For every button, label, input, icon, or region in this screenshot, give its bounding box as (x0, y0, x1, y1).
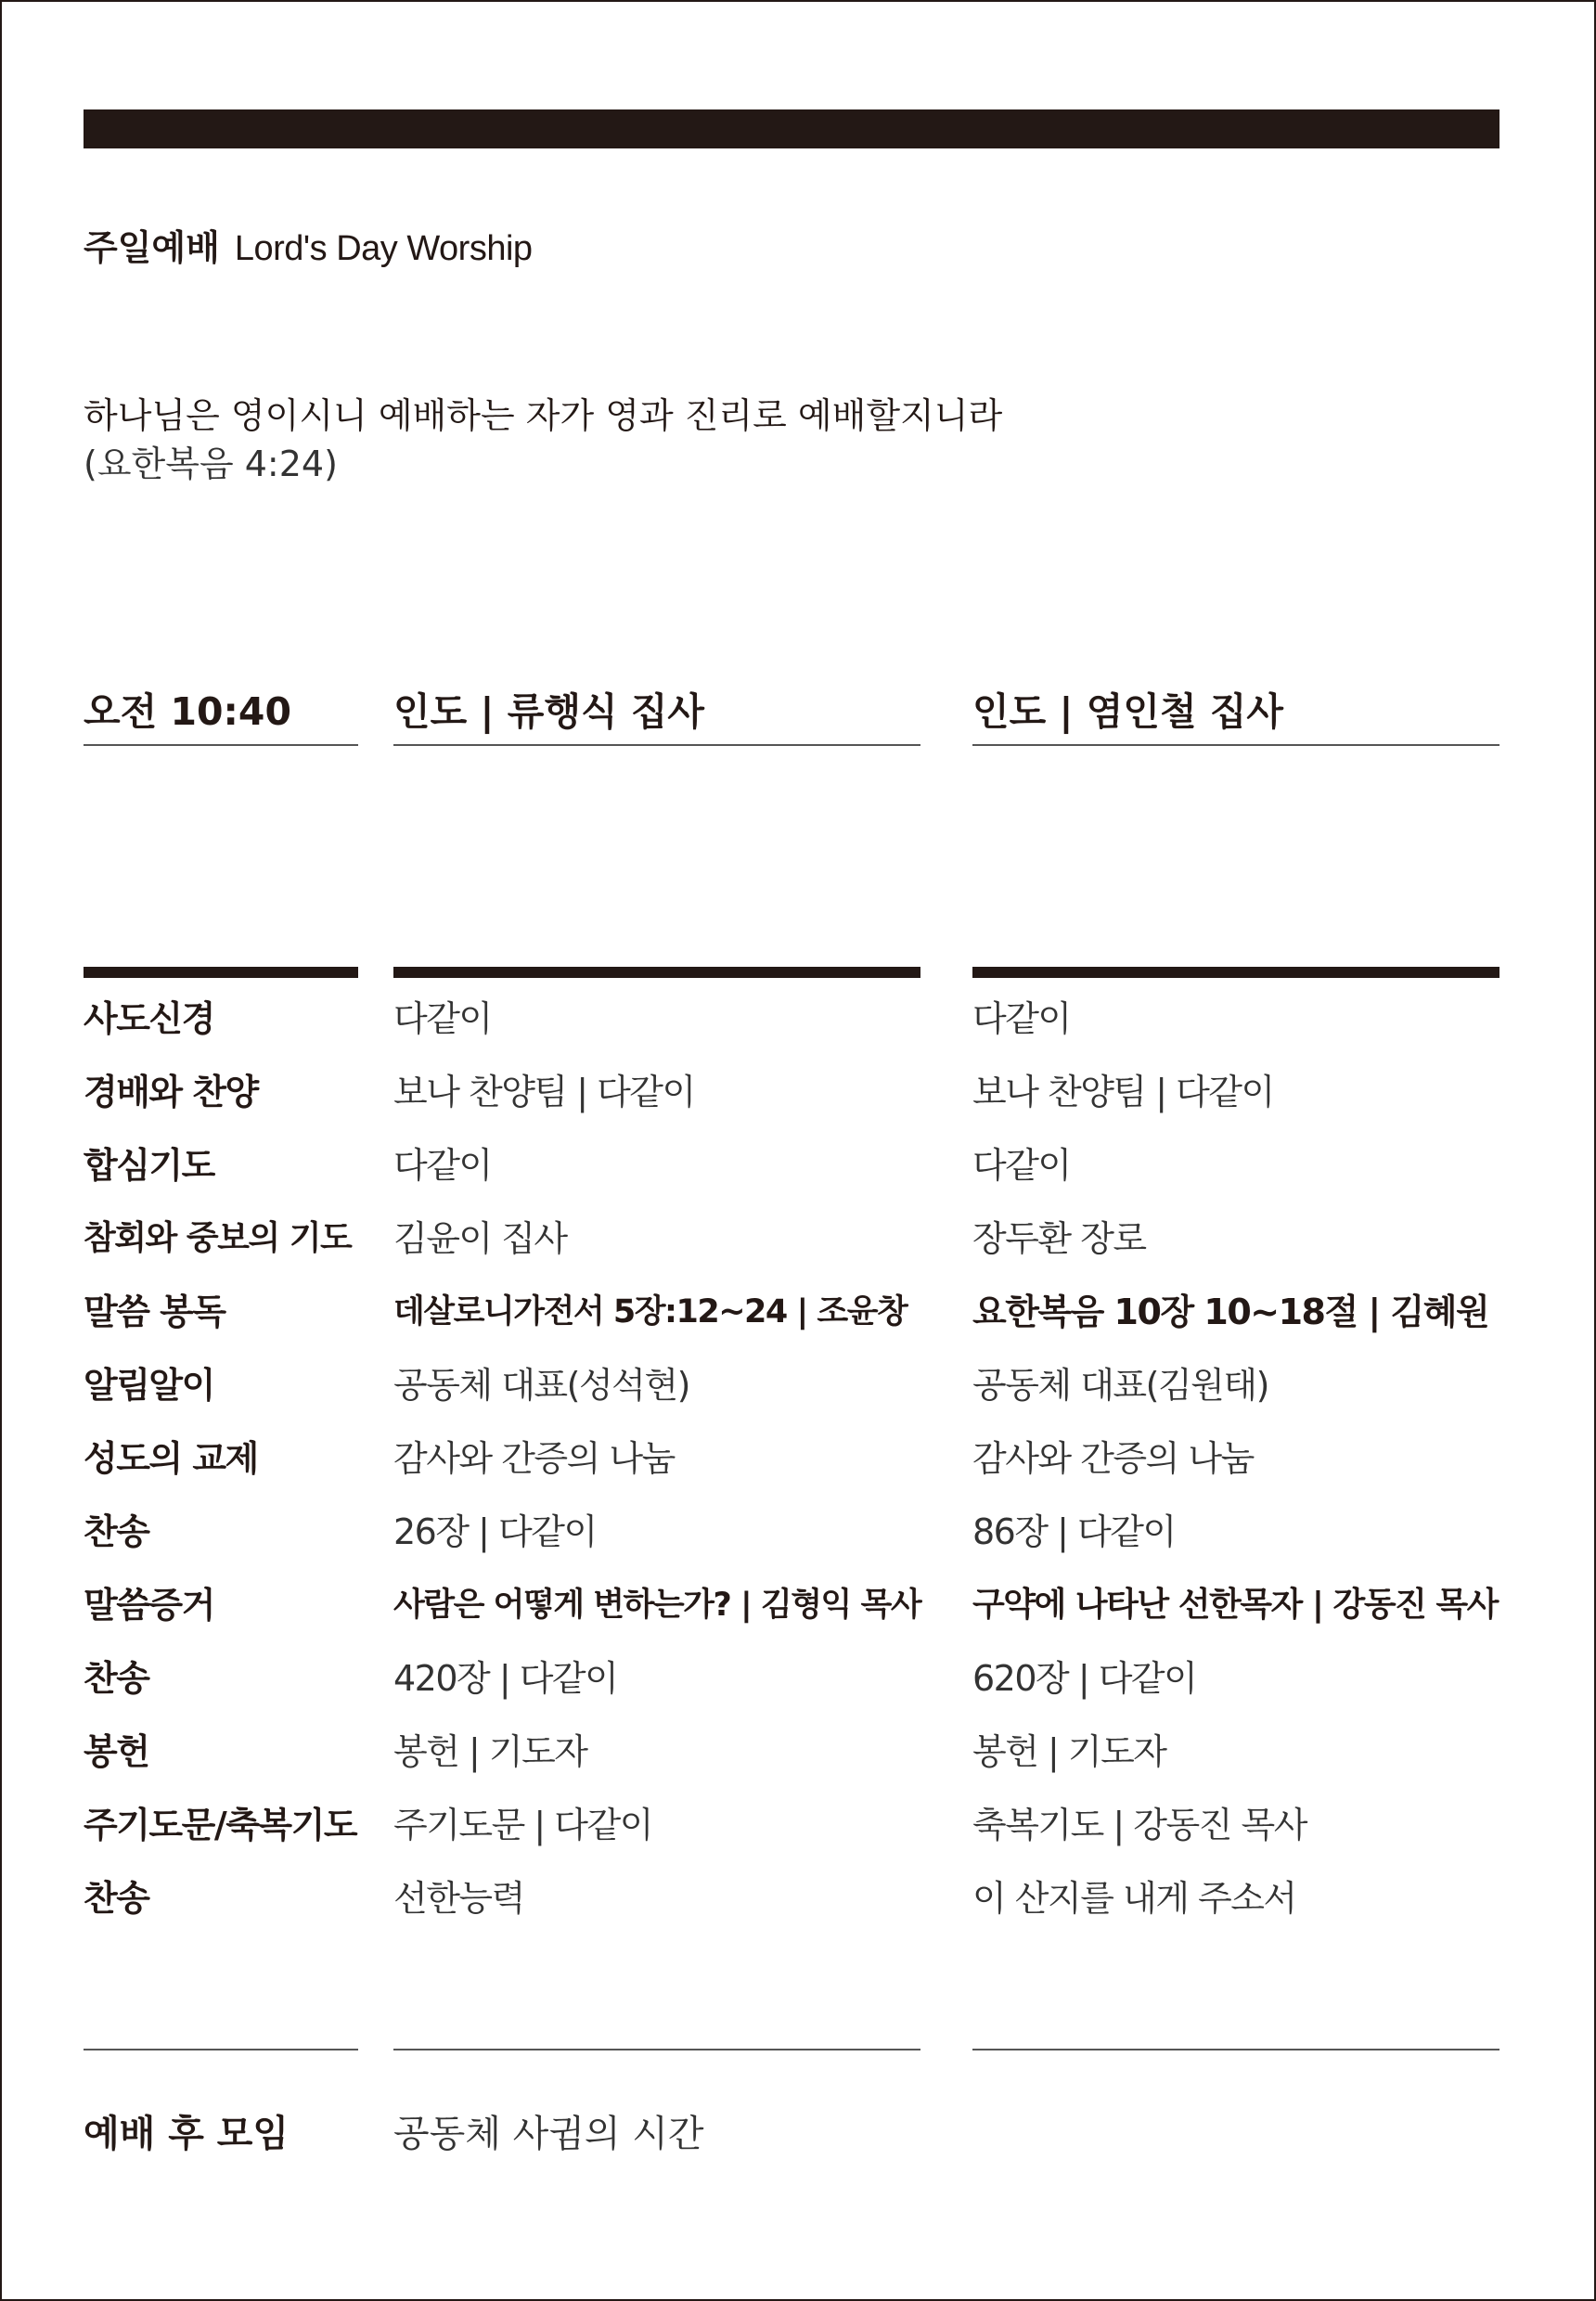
order-label: 사도신경 (84, 998, 214, 1039)
header-divider (84, 744, 358, 746)
section-rule (393, 967, 920, 978)
order-label: 봉헌 (84, 1731, 149, 1772)
order-value-second: 보나 찬양팀 | 다같이 (972, 1072, 1274, 1112)
order-label: 말씀증거 (84, 1585, 214, 1626)
order-label: 주기도문/축복기도 (84, 1805, 357, 1845)
footer-divider (393, 2049, 920, 2050)
order-value-first: 주기도문 | 다같이 (393, 1805, 652, 1845)
page-title (84, 219, 533, 275)
verse-reference: (요한복음 4:24) (84, 443, 338, 484)
order-label: 경배와 찬양 (84, 1072, 258, 1112)
order-value-second: 86장 | 다같이 (972, 1511, 1176, 1552)
service-leader-second: 인도 | 염인철 집사 (972, 689, 1284, 734)
verse-text: 하나님은 영이시니 예배하는 자가 영과 진리로 예배할지니라 (84, 395, 1003, 436)
title-korean: 주일예배 (84, 227, 220, 268)
order-value-first: 다같이 (393, 998, 492, 1039)
footer-divider (84, 2049, 358, 2050)
order-value-second: 축복기도 | 강동진 목사 (972, 1805, 1306, 1845)
order-label: 말씀 봉독 (84, 1292, 225, 1332)
order-label: 찬송 (84, 1878, 149, 1919)
order-value-second: 이 산지를 내게 주소서 (972, 1878, 1296, 1919)
header-divider (393, 744, 920, 746)
order-label: 찬송 (84, 1511, 149, 1552)
order-value-first: 선한능력 (393, 1878, 524, 1919)
order-value-first: 사람은 어떻게 변하는가? | 김형익 목사 (393, 1587, 921, 1624)
footer-divider (972, 2049, 1499, 2050)
order-value-first: 김윤이 집사 (393, 1218, 567, 1259)
order-value-second: 구약에 나타난 선한목자 | 강동진 목사 (972, 1586, 1498, 1624)
footer-value: 공동체 사귐의 시간 (393, 2113, 704, 2155)
order-value-first: 다같이 (393, 1145, 492, 1186)
footer-label: 예배 후 모임 (84, 2113, 290, 2155)
service-leader-first: 인도 | 류행식 집사 (393, 689, 705, 734)
order-value-first: 데살로니가전서 5장:12~24 | 조윤창 (393, 1293, 907, 1330)
order-label: 알림알이 (84, 1365, 214, 1406)
top-decorative-bar (84, 109, 1499, 148)
order-value-first: 감사와 간증의 나눔 (393, 1438, 675, 1479)
order-label: 성도의 교제 (84, 1438, 258, 1479)
order-label: 합심기도 (84, 1145, 214, 1186)
order-label: 참회와 중보의 기도 (84, 1219, 352, 1257)
order-value-first: 봉헌 | 기도자 (393, 1731, 587, 1772)
order-value-second: 봉헌 | 기도자 (972, 1731, 1166, 1772)
scripture-verse (84, 392, 1475, 488)
order-value-second: 장두환 장로 (972, 1218, 1146, 1259)
section-rule (84, 967, 358, 978)
order-label: 찬송 (84, 1658, 149, 1699)
order-value-second: 다같이 (972, 998, 1071, 1039)
header-divider (972, 744, 1499, 746)
order-value-first: 보나 찬양팀 | 다같이 (393, 1072, 695, 1112)
order-value-second: 620장 | 다같이 (972, 1658, 1197, 1699)
order-value-first: 공동체 대표(성석현) (393, 1365, 689, 1406)
section-rule (972, 967, 1499, 978)
title-english: Lord's Day Worship (234, 229, 533, 268)
service-time: 오전 10:40 (84, 689, 291, 734)
order-value-second: 다같이 (972, 1145, 1071, 1186)
order-value-second: 감사와 간증의 나눔 (972, 1438, 1254, 1479)
order-value-second: 요한복음 10장 10~18절 | 김혜원 (972, 1292, 1489, 1332)
order-value-first: 420장 | 다같이 (393, 1658, 618, 1699)
order-value-second: 공동체 대표(김원태) (972, 1365, 1268, 1406)
order-value-first: 26장 | 다같이 (393, 1511, 597, 1552)
